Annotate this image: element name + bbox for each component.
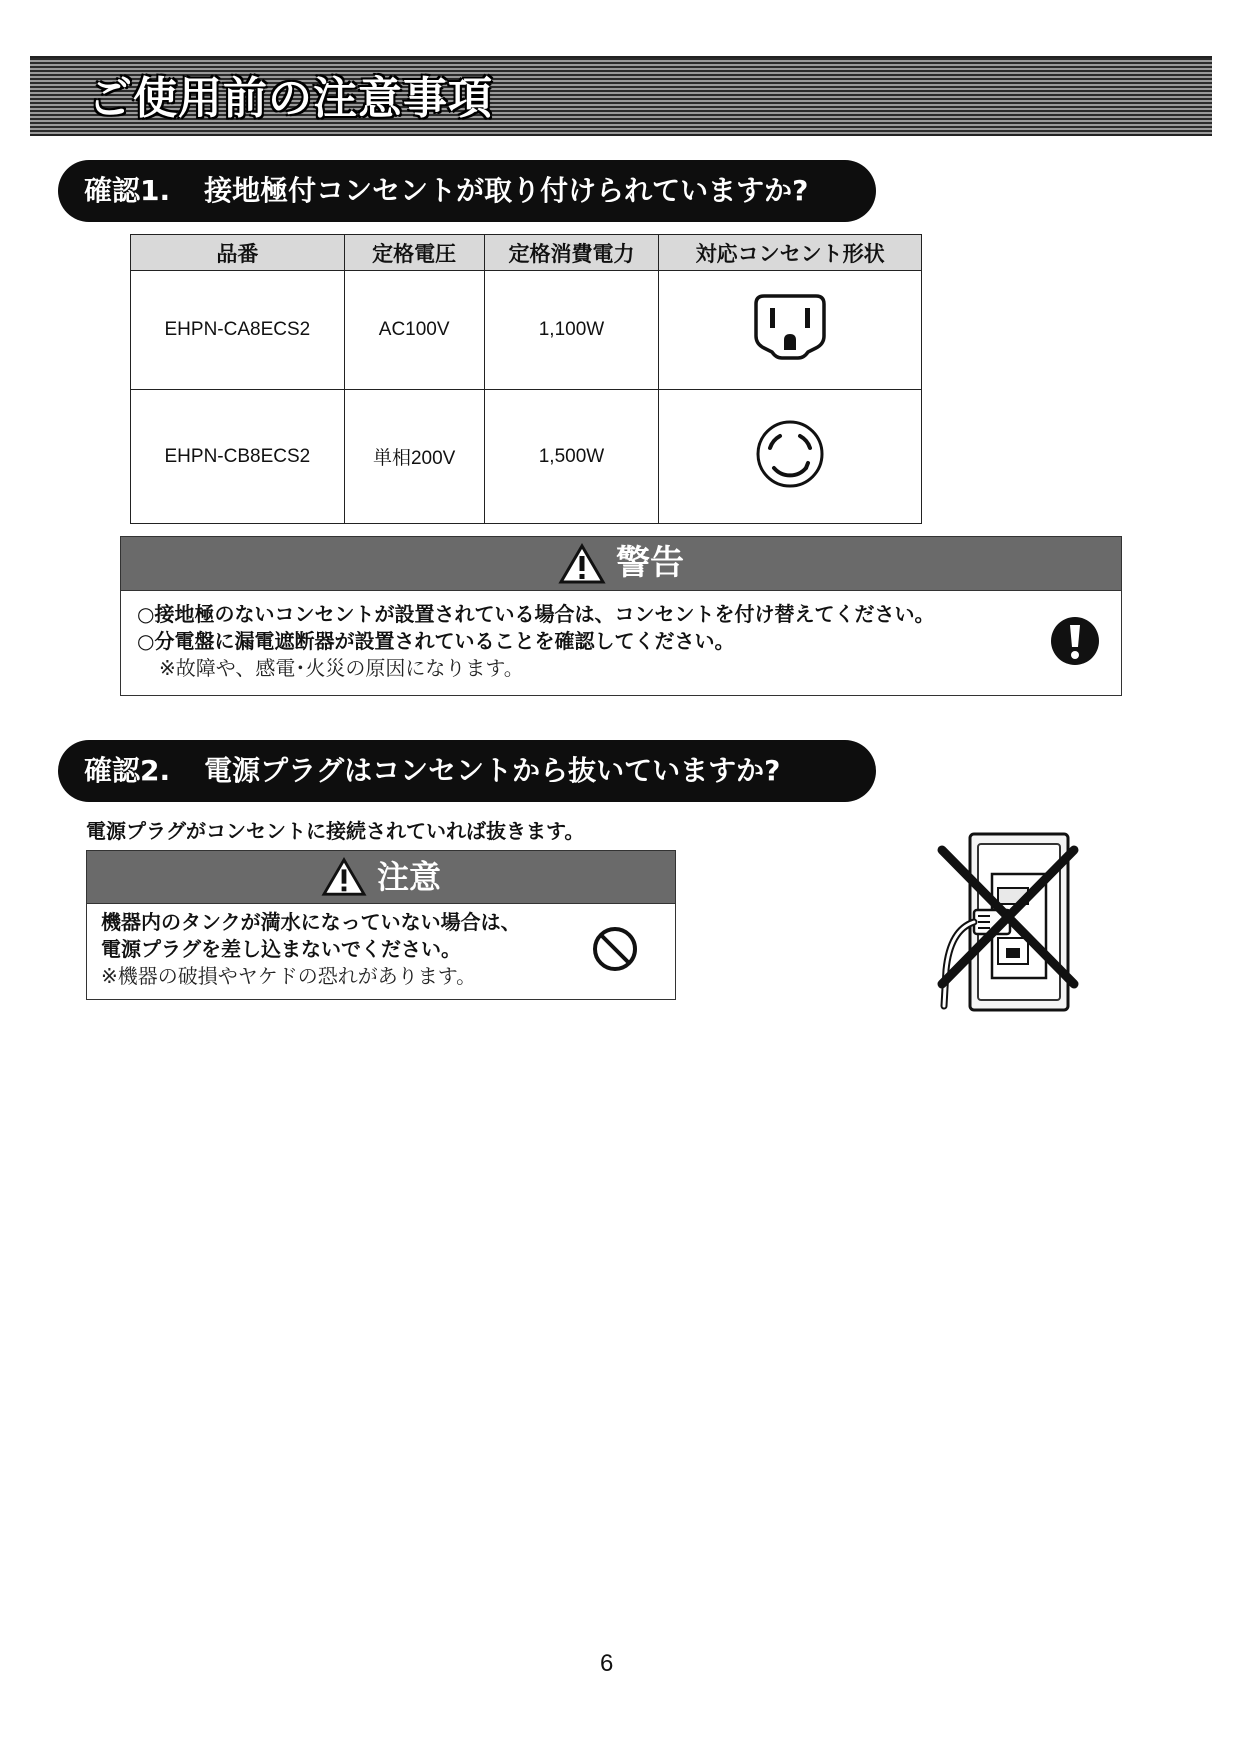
- check1-header: [58, 160, 876, 222]
- page-number: 6: [600, 1650, 614, 1677]
- unplugged-outlet-illustration: [930, 830, 1090, 1020]
- caution-header: [87, 851, 675, 904]
- model-cell: EHPN-CB8ECS2: [131, 390, 345, 524]
- check2-number: 確認2.: [84, 754, 171, 787]
- power-cell: 1,100W: [484, 271, 659, 390]
- check2-header: [58, 740, 876, 802]
- voltage-cell: AC100V: [344, 271, 484, 390]
- warning-line: ○接地極のないコンセントが設置されている場合は、コンセントを付け替えてください。: [137, 602, 935, 626]
- model-cell: EHPN-CA8ECS2: [131, 271, 345, 390]
- caution-triangle-icon: [321, 857, 367, 897]
- table-row: [131, 271, 922, 390]
- locking-outlet-icon: [754, 418, 826, 490]
- page-title: ご使用前の注意事項: [88, 73, 493, 124]
- header-voltage: 定格電圧: [344, 235, 484, 271]
- table-header-row: [131, 235, 922, 271]
- caution-line: 電源プラグを差し込まないでください。: [101, 937, 461, 961]
- warning-label: 警告: [616, 543, 684, 583]
- caution-line: 機器内のタンクが満水になっていない場合は、: [101, 910, 521, 934]
- outlet-cell: [659, 390, 922, 524]
- check1-title: 接地極付コンセントが取り付けられていますか?: [204, 174, 809, 207]
- warning-line: ○分電盤に漏電遮断器が設置されていることを確認してください。: [137, 629, 735, 653]
- spec-table: [130, 234, 922, 524]
- header-power: 定格消費電力: [484, 235, 659, 271]
- voltage-cell: 単相200V: [344, 390, 484, 524]
- warning-header: [121, 537, 1121, 591]
- table-row: [131, 390, 922, 524]
- check2-title: 電源プラグはコンセントから抜いていますか?: [204, 754, 781, 787]
- warning-triangle-icon: [558, 543, 606, 585]
- header-model: 品番: [131, 235, 345, 271]
- caution-note: ※機器の破損やヤケドの恐れがあります。: [101, 964, 477, 988]
- warning-box: [120, 536, 1122, 696]
- check2-instruction: 電源プラグがコンセントに接続されていれば抜きます。: [86, 819, 585, 843]
- outlet-cell: [659, 271, 922, 390]
- caution-box: [86, 850, 676, 1000]
- mandatory-exclamation-icon: [1049, 615, 1101, 667]
- warning-note: ※故障や、感電･火災の原因になります。: [159, 656, 524, 680]
- caution-label: 注意: [376, 858, 441, 896]
- power-cell: 1,500W: [484, 390, 659, 524]
- check1-number: 確認1.: [84, 174, 171, 207]
- grounded-outlet-icon: [754, 292, 826, 362]
- header-outlet: 対応コンセント形状: [659, 235, 922, 271]
- prohibition-icon: [591, 925, 639, 973]
